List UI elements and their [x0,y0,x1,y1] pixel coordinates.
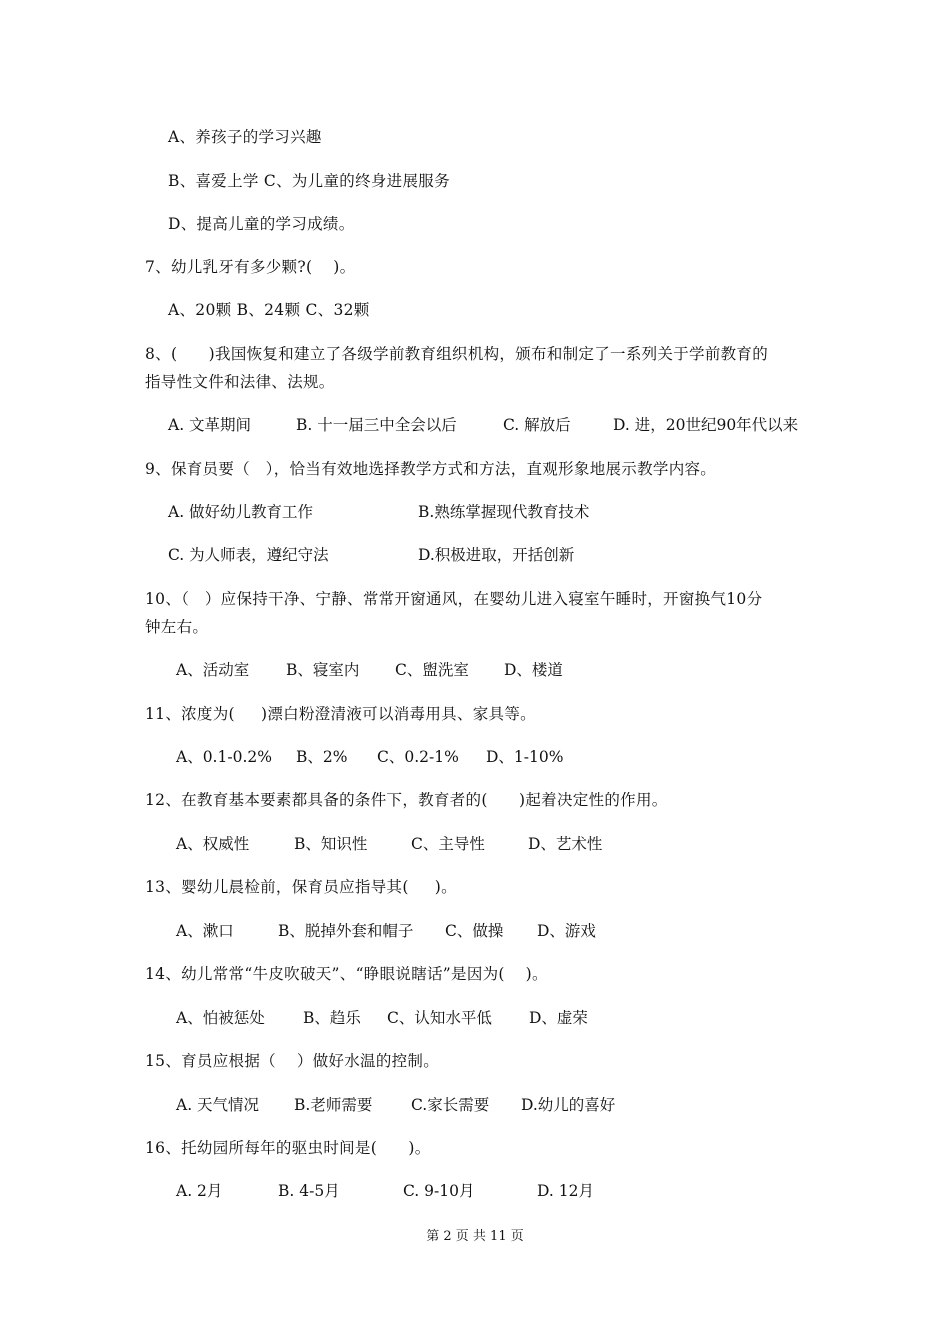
q15-stem: 15、育员应根据（ ）做好水温的控制。 [145,1052,440,1070]
q6-option-a: A、养孩子的学习兴趣 [168,128,322,146]
q7-stem: 7、幼儿乳牙有多少颗?( )。 [145,258,356,276]
q9-option-d: D.积极进取，开括创新 [418,546,575,564]
q11-option-d: D、1-10% [486,748,564,766]
q9-stem: 9、保育员要（ ），恰当有效地选择教学方式和方法，直观形象地展示教学内容。 [145,460,717,478]
q15-option-b: B.老师需要 [294,1096,373,1114]
q10-stem-line1: 10、（ ）应保持干净、宁静、常常开窗通风，在婴幼儿进入寝室午睡时，开窗换气10分 [145,590,763,608]
q10-option-a: A、活动室 [176,661,250,679]
q12-option-b: B、知识性 [294,835,368,853]
q8-option-d: D. 进，20世纪90年代以来 [613,416,799,434]
q12-option-a: A、权威性 [176,835,250,853]
q13-option-b: B、脱掉外套和帽子 [278,922,414,940]
q12-option-d: D、艺术性 [528,835,603,853]
q10-stem-line2: 钟左右。 [145,618,209,636]
q8-option-c: C. 解放后 [503,416,571,434]
q8-option-b: B. 十一届三中全会以后 [296,416,457,434]
q10-option-b: B、寝室内 [286,661,360,679]
q14-option-b: B、趋乐 [303,1009,361,1027]
q14-option-d: D、虚荣 [529,1009,588,1027]
q11-option-c: C、0.2-1% [377,748,459,766]
q9-option-a: A. 做好幼儿教育工作 [168,503,314,521]
q14-option-c: C、认知水平低 [387,1009,492,1027]
q16-stem: 16、托幼园所每年的驱虫时间是( )。 [145,1139,431,1157]
q8-stem-line2: 指导性文件和法律、法规。 [145,373,335,391]
q8-option-a: A. 文革期间 [168,416,252,434]
q10-option-c: C、盥洗室 [395,661,469,679]
q15-option-d: D.幼儿的喜好 [521,1096,616,1114]
page-number-footer: 第 2 页 共 11 页 [426,1229,524,1244]
q15-option-c: C.家长需要 [411,1096,490,1114]
q12-stem: 12、在教育基本要素都具备的条件下，教育者的( )起着决定性的作用。 [145,791,668,809]
q16-option-a: A. 2月 [176,1182,223,1200]
q13-stem: 13、婴幼儿晨检前，保育员应指导其( )。 [145,878,457,896]
q8-stem-line1: 8、( )我国恢复和建立了各级学前教育组织机构，颁布和制定了一系列关于学前教育的 [145,345,769,363]
q10-option-d: D、楼道 [504,661,563,679]
q14-option-a: A、怕被惩处 [176,1009,265,1027]
q9-option-c: C. 为人师表，遵纪守法 [168,546,329,564]
q11-option-a: A、0.1-0.2% [176,748,272,766]
q14-stem: 14、幼儿常常“牛皮吹破天”、“睁眼说瞎话”是因为( )。 [145,965,548,983]
q9-option-b: B.熟练掌握现代教育技术 [418,503,590,521]
q7-options: A、20颗 B、24颗 C、32颗 [168,301,370,319]
q12-option-c: C、主导性 [411,835,485,853]
q6-option-d: D、提高儿童的学习成绩。 [168,215,355,233]
q13-option-a: A、漱口 [176,922,234,940]
q15-option-a: A. 天气情况 [176,1096,260,1114]
q13-option-c: C、做操 [445,922,504,940]
q6-option-bc: B、喜爱上学 C、为儿童的终身进展服务 [168,172,450,190]
q13-option-d: D、游戏 [537,922,596,940]
q11-option-b: B、2% [296,748,348,766]
q16-option-b: B. 4-5月 [278,1182,340,1200]
q16-option-d: D. 12月 [537,1182,594,1200]
q16-option-c: C. 9-10月 [403,1182,475,1200]
q11-stem: 11、浓度为( )漂白粉澄清液可以消毒用具、家具等。 [145,705,536,723]
